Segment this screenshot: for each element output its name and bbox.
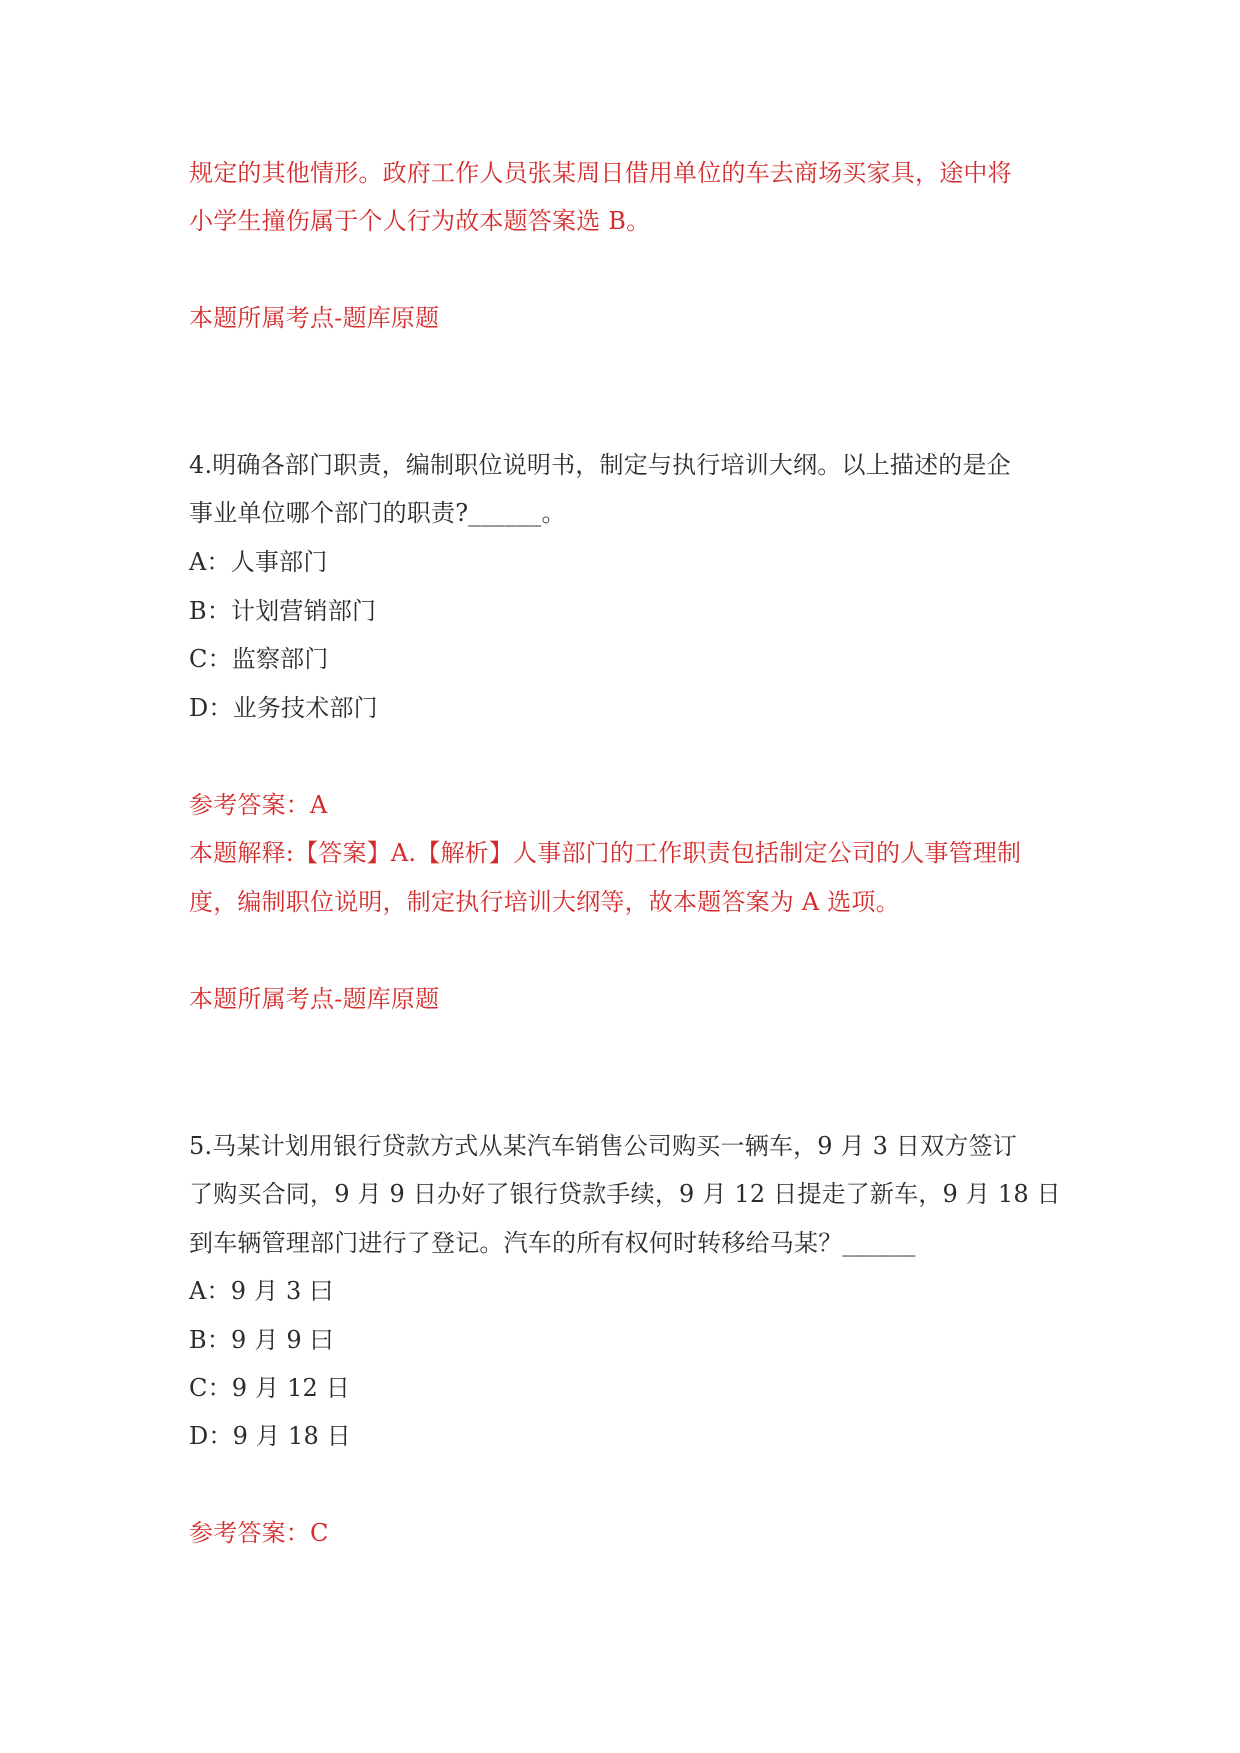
q4-option-a: A：人事部门 <box>189 548 328 576</box>
q5-question-line-3: 到车辆管理部门进行了登记。汽车的所有权何时转移给马某？______ <box>189 1229 916 1257</box>
q4-option-d: D：业务技术部门 <box>189 694 378 722</box>
prev-topic: 本题所属考点-题库原题 <box>189 304 440 332</box>
q4-option-c: C：监察部门 <box>189 645 329 673</box>
q4-explanation-line-1: 本题解释:【答案】A.【解析】人事部门的工作职责包括制定公司的人事管理制 <box>189 839 1022 867</box>
q5-question-line-1: 5.马某计划用银行贷款方式从某汽车销售公司购买一辆车，9 月 3 日双方签订 <box>189 1132 1017 1160</box>
q4-option-b: B：计划营销部门 <box>189 597 377 625</box>
q5-option-a: A：9 月 3 曰 <box>189 1277 334 1305</box>
q5-answer: 参考答案：C <box>189 1519 329 1547</box>
q4-question-line-1: 4.明确各部门职责，编制职位说明书，制定与执行培训大纲。以上描述的是企 <box>189 451 1011 479</box>
q4-question-line-2: 事业单位哪个部门的职责?______。 <box>189 499 566 527</box>
q5-option-b: B：9 月 9 曰 <box>189 1326 334 1354</box>
q4-answer: 参考答案：A <box>189 791 328 819</box>
prev-explanation-line-1: 规定的其他情形。政府工作人员张某周日借用单位的车去商场买家具，途中将 <box>189 159 1012 187</box>
q5-question-line-2: 了购买合同，9 月 9 日办好了银行贷款手续，9 月 12 日提走了新车，9 月 18 日 <box>189 1180 1061 1208</box>
prev-explanation-line-2: 小学生撞伤属于个人行为故本题答案选 B。 <box>189 207 651 235</box>
q4-topic: 本题所属考点-题库原题 <box>189 985 440 1013</box>
q4-explanation-line-2: 度，编制职位说明，制定执行培训大纲等，故本题答案为 A 选项。 <box>189 888 900 916</box>
q5-option-d: D：9 月 18 日 <box>189 1422 351 1450</box>
q5-option-c: C：9 月 12 日 <box>189 1374 351 1402</box>
